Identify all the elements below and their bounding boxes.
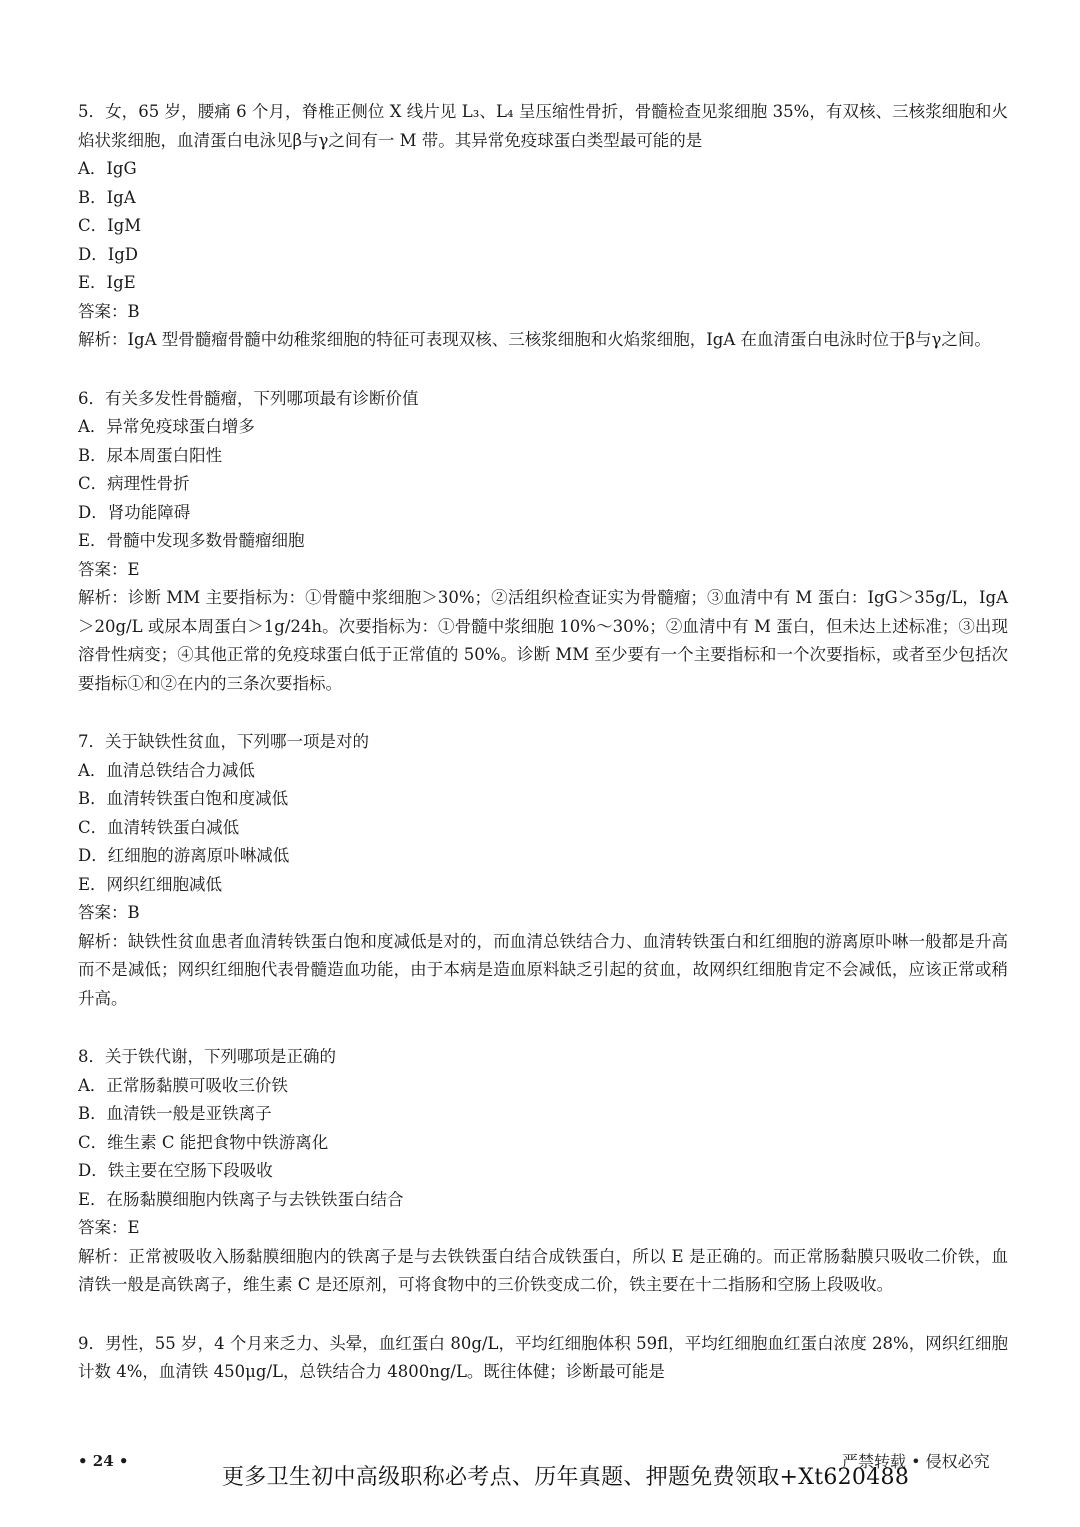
option-a: A．异常免疫球蛋白增多 [78,417,255,436]
option-a: A．正常肠黏膜可吸收三价铁 [78,1075,288,1095]
option-e: E．在肠黏膜细胞内铁离子与去铁铁蛋白结合 [78,1189,404,1209]
answer: 答案：B [78,903,140,922]
promo-banner: 更多卫生初中高级职称必考点、历年真题、押题免费领取+Xt620488 [222,1465,910,1490]
copyright-notice: 严禁转载 • 侵权必究 [842,1452,990,1471]
question-8 [78,1043,1008,1300]
question-9 [78,1330,1008,1387]
question-7 [78,728,1008,1013]
question-stem: 5．女，65 岁，腰痛 6 个月，脊椎正侧位 X 线片见 L₃、L₄ 呈压缩性骨折，骨髓检查见浆细胞 35%，有双核、三核浆细胞和火焰状浆细胞，血清蛋白电泳见β与γ之间有一 M 带。其异常免疫球蛋白类型最可能的是 [78,102,1008,150]
question-stem: 9．男性，55 岁，4 个月来乏力、头晕，血红蛋白 80g/L，平均红细胞体积 59fl，平均红细胞血红蛋白浓度 28%，网织红细胞计数 4%，血清铁 450μg/L，总铁结合力 4800ng/L。既往体健；诊断最可能是 [78,1333,1008,1381]
answer: 答案：B [78,301,140,321]
option-e: E．IgE [78,273,136,292]
answer: 答案：E [78,1218,140,1237]
explanation: 解析：正常被吸收入肠黏膜细胞内的铁离子是与去铁铁蛋白结合成铁蛋白，所以 E 是正确的。而正常肠黏膜只吸收二价铁，血清铁一般是高铁离子，维生素 C 是还原剂，可将食物中的三价铁变成二价，铁主要在十二指肠和空肠上段吸收。 [78,1246,1008,1294]
option-b: B．血清转铁蛋白饱和度减低 [78,789,289,808]
explanation: 解析：IgA 型骨髓瘤骨髓中幼稚浆细胞的特征可表现双核、三核浆细胞和火焰浆细胞，IgA 在血清蛋白电泳时位于β与γ之间。 [78,330,991,349]
option-c: C．病理性骨折 [78,474,190,493]
question-5 [78,98,1008,355]
question-stem: 6．有关多发性骨髓瘤，下列哪项最有诊断价值 [78,388,419,408]
option-a: A．血清总铁结合力减低 [78,760,255,780]
option-d: D．肾功能障碍 [78,502,191,522]
answer: 答案：E [78,559,140,579]
option-a: A．IgG [78,159,137,178]
option-e: E．骨髓中发现多数骨髓瘤细胞 [78,531,305,550]
explanation: 解析：诊断 MM 主要指标为：①骨髓中浆细胞＞30%；②活组织检查证实为骨髓瘤；③血清中有 M 蛋白：IgG＞35g/L，IgA＞20g/L 或尿本周蛋白＞1g/24h。次要指标为：①骨髓中浆细胞 10%～30%；②血清中有 M 蛋白，但未达上述标准；③出现溶骨性病变；④其他正常的免疫球蛋白低于正常值的 50%。诊断 MM 至少要有一个主要指标和一个次要指标，或者至少包括次要指标①和②在内的三条次要指标。 [78,588,1008,693]
explanation: 解析：缺铁性贫血患者血清转铁蛋白饱和度减低是对的，而血清总铁结合力、血清转铁蛋白和红细胞的游离原卟啉一般都是升高而不是减低；网织红细胞代表骨髓造血功能，由于本病是造血原料缺乏引起的贫血，故网织红细胞肯定不会减低，应该正常或稍升高。 [78,931,1008,1008]
document-body [78,98,1008,1417]
option-b: B．IgA [78,187,136,207]
question-stem: 7．关于缺铁性贫血，下列哪一项是对的 [78,732,369,751]
question-6 [78,385,1008,699]
option-d: D．红细胞的游离原卟啉减低 [78,846,290,865]
option-c: C．IgM [78,216,142,235]
page-number: • 24 • [78,1452,129,1470]
option-e: E．网织红细胞减低 [78,874,223,894]
option-d: D．铁主要在空肠下段吸收 [78,1161,273,1180]
question-stem: 8．关于铁代谢，下列哪项是正确的 [78,1047,336,1066]
option-b: B．尿本周蛋白阳性 [78,445,223,465]
option-d: D．IgD [78,244,139,264]
option-b: B．血清铁一般是亚铁离子 [78,1104,272,1123]
option-c: C．血清转铁蛋白减低 [78,817,240,837]
option-c: C．维生素 C 能把食物中铁游离化 [78,1132,329,1152]
